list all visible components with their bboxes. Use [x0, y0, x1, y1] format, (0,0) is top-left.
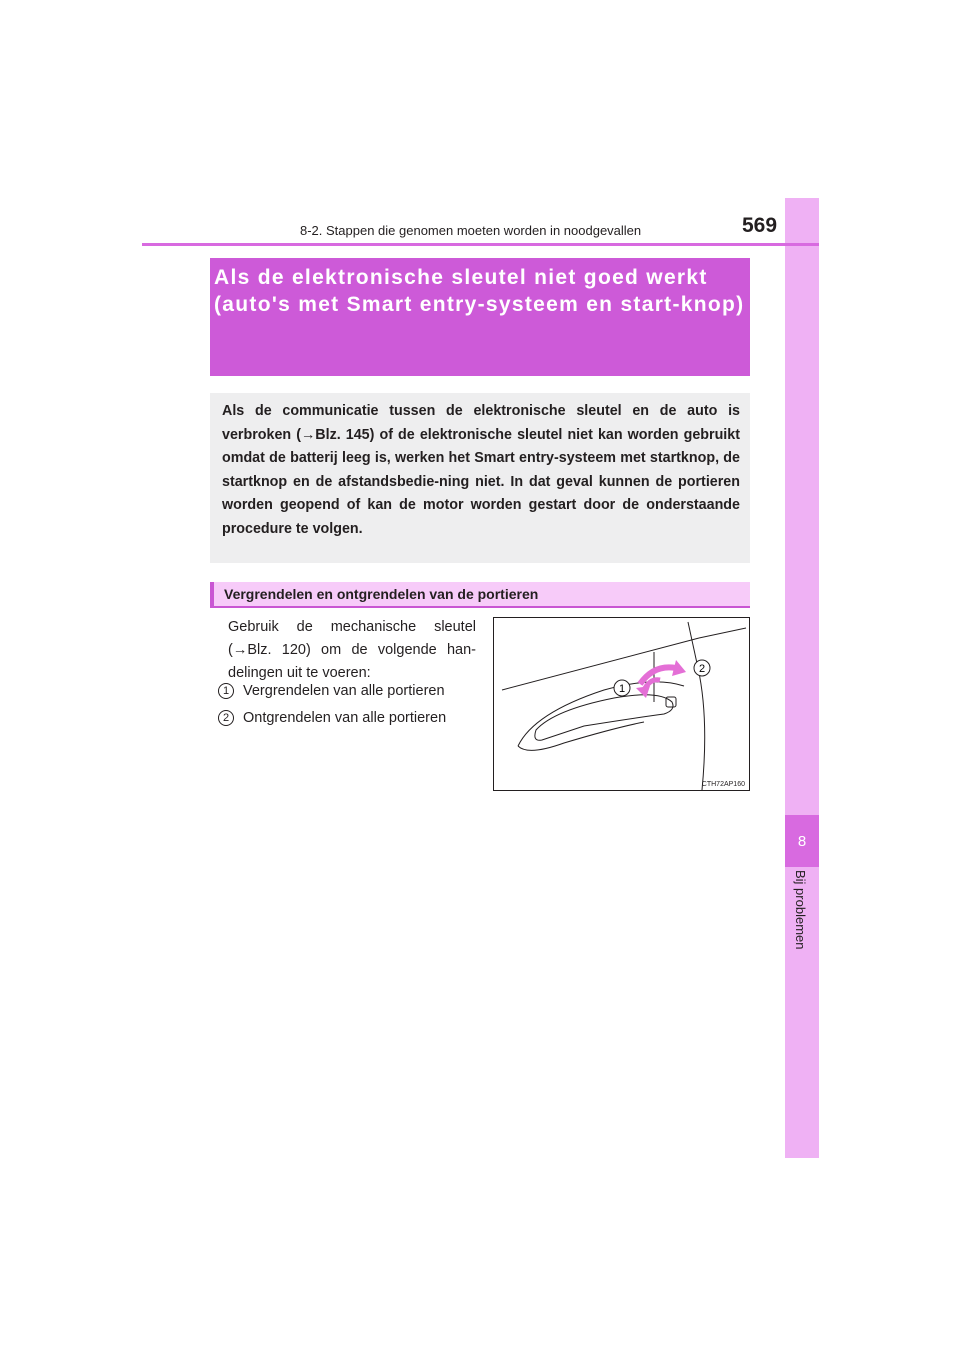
step-number: 1 — [218, 683, 234, 699]
section-title: 8-2. Stappen die genomen moeten worden in noodgevallen — [300, 223, 642, 238]
header-divider — [142, 243, 819, 246]
figure-code: CTH72AP160 — [701, 781, 745, 788]
lock-arrowhead — [636, 686, 650, 698]
chapter-number-badge: 8 — [785, 815, 819, 867]
subheading — [210, 582, 750, 608]
callout-2: 2 — [698, 663, 706, 675]
body-line — [699, 628, 746, 638]
chapter-label — [785, 870, 819, 980]
door-edge-line — [688, 622, 698, 668]
handle-recess — [518, 682, 684, 746]
intro-text: Als de communicatie tussen de elektronische sleutel en de auto is verbroken (→Blz. 145) of de elektronische sleutel niet kan worden gebruikt omdat de batterij leeg is, werken het Smart entry-systeem met startknop, de startknop en de afstandsbedie-ning niet. In dat geval kunnen de portieren worden geopend of kan de motor worden gestart door de onderstaande procedure te volgen. — [222, 403, 740, 537]
list-item-label: Ontgrendelen van alle portieren — [243, 710, 447, 726]
chapter-label-text: Bij problemen — [793, 870, 808, 950]
unlock-arrowhead — [672, 660, 686, 676]
chapter-side-tab — [785, 198, 819, 1158]
door-handle-drawing — [494, 618, 749, 790]
body-paragraph — [228, 616, 476, 685]
main-heading — [210, 258, 750, 376]
body-text: Gebruik de mechanische sleutel (→Blz. 120) om de volgende han-delingen uit te voeren: — [228, 619, 476, 681]
main-heading-text: Als de elektronische sleutel niet goed werkt (auto's met Smart entry-systeem en start-knop) — [214, 266, 745, 316]
intro-box — [210, 393, 750, 563]
page-number: 569 — [742, 214, 778, 237]
list-item — [218, 683, 445, 699]
step-number: 2 — [218, 710, 234, 726]
body-line — [502, 638, 699, 690]
door-handle-illustration — [493, 617, 750, 791]
list-item — [218, 710, 446, 726]
door-edge-line — [698, 668, 705, 790]
handle-recess — [518, 722, 644, 750]
door-handle — [535, 695, 673, 740]
subheading-text: Vergrendelen en ontgrendelen van de portieren — [224, 586, 539, 602]
callout-1: 1 — [618, 683, 626, 695]
list-item-label: Vergrendelen van alle portieren — [243, 683, 445, 699]
